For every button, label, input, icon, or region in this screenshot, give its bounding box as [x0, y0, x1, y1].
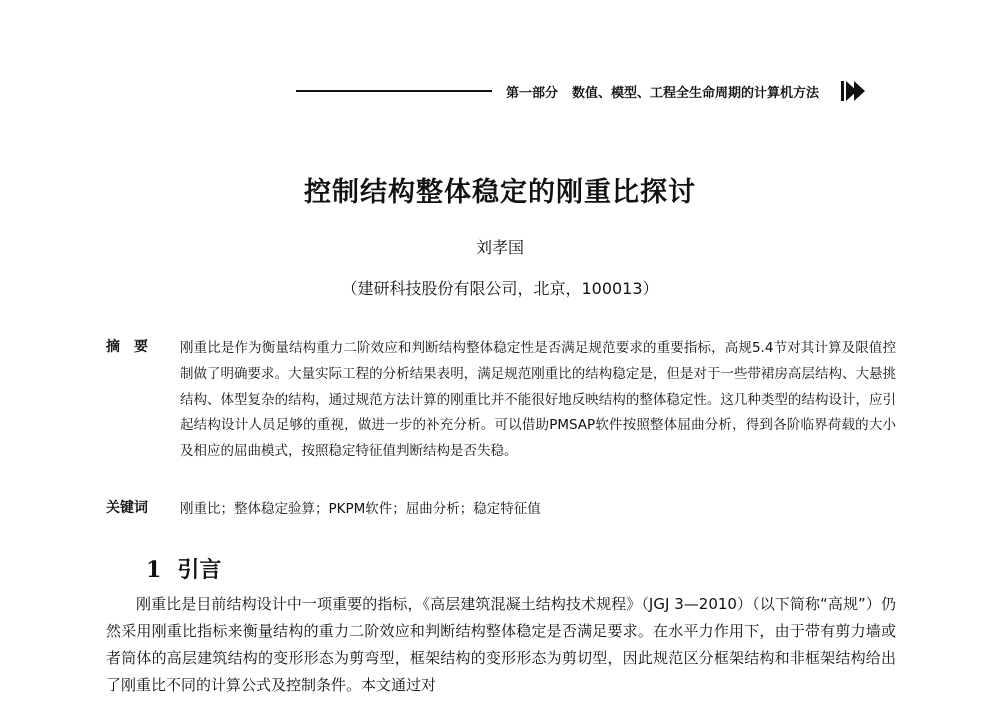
abstract-label: 摘要 [106, 339, 162, 355]
section-heading [146, 553, 221, 584]
abstract-text: 刚重比是作为衡量结构重力二阶效应和判断结构整体稳定性是否满足规范要求的重要指标，高规5.4节对其计算及限值控制做了明确要求。大量实际工程的分析结果表明，满足规范刚重比的结构稳定是，但是对于一些带裙房高层结构、大悬挑结构、体型复杂的结构，通过规范方法计算的刚重比并不能很好地反映结构的整体稳定性。这几种类型的结构设计，应引起结构设计人员足够的重视，做进一步的补充分析。可以借助PMSAP软件按照整体屈曲分析，得到各阶临界荷载的大小及相应的屈曲模式，按照稳定特征值判断结构是否失稳。 [180, 340, 896, 460]
header-topic: 数值、模型、工程全生命周期的计算机方法 [572, 85, 820, 101]
header-arrow-icon [841, 80, 867, 102]
author-name: 刘孝国 [475, 238, 524, 257]
body-text [106, 591, 896, 699]
body-paragraph: 刚重比是目前结构设计中一项重要的指标，《高层建筑混凝土结构技术规程》（JGJ 3—2010）（以下简称“高规”）仍然采用刚重比指标来衡量结构的重力二阶效应和判断结构整体稳定是否满足要求。在水平力作用下，由于带有剪力墙或者筒体的高层建筑结构的变形形态为剪弯型，框架结构的变形形态为剪切型，因此规范区分框架结构和非框架结构给出了刚重比不同的计算公式及控制条件。本文通过对 [106, 595, 896, 694]
section-number: 1 [146, 557, 162, 583]
header-text [506, 82, 833, 101]
keywords-label: 关键词 [106, 500, 148, 516]
author-affiliation: （建研科技股份有限公司，北京，100013） [341, 279, 659, 298]
running-header [296, 80, 867, 102]
section-title: 引言 [177, 558, 222, 583]
header-rule [296, 90, 492, 92]
keywords [106, 497, 896, 517]
abstract [106, 336, 896, 465]
header-part: 第一部分 [506, 85, 559, 101]
keywords-text: 刚重比；整体稳定验算；PKPM软件；屈曲分析；稳定特征值 [180, 501, 541, 517]
paper-title: 控制结构整体稳定的刚重比探讨 [304, 177, 696, 208]
